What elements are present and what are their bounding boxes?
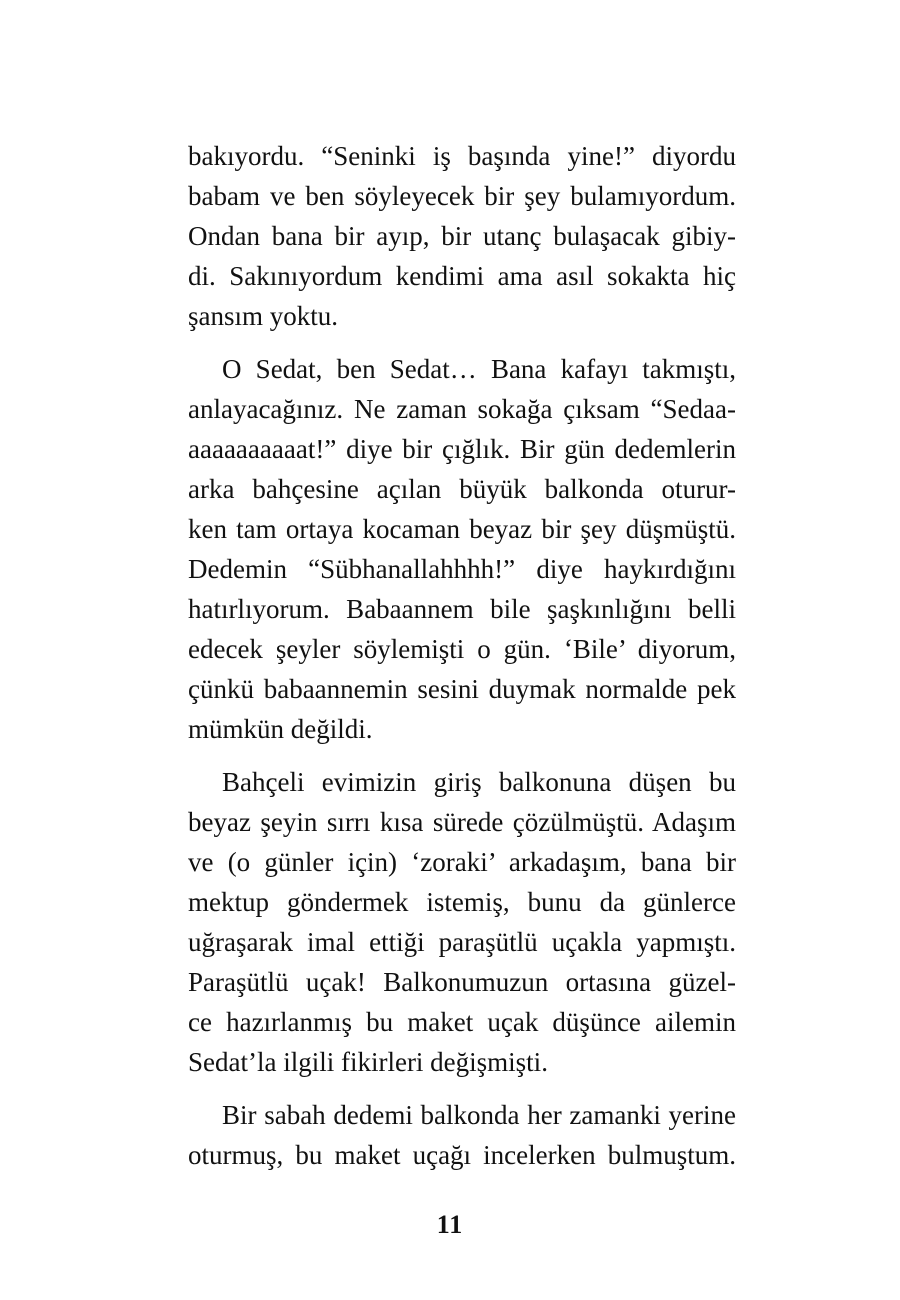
text-line: şansım yoktu. <box>188 301 339 331</box>
page-number: 11 <box>436 1210 464 1239</box>
paragraph-1 <box>188 136 736 336</box>
text-line: ve (o günler için) ‘zoraki’ arkadaşım, bana bir <box>188 847 736 877</box>
text-line: anlayacağınız. Ne zaman sokağa çıksam “Sedaa- <box>188 394 736 424</box>
body-text <box>188 136 736 1175</box>
paragraph-3 <box>188 762 736 1082</box>
text-line: Dedemin “Sübhanallahhhh!” diye haykırdığını <box>188 554 736 584</box>
text-line: hatırlıyorum. Babaannem bile şaşkınlığını belli <box>188 594 736 624</box>
text-line: ken tam ortaya kocaman beyaz bir şey düşmüştü. <box>188 514 736 544</box>
text-line: Ondan bana bir ayıp, bir utanç bulaşacak gibiy- <box>188 221 736 251</box>
text-line: ce hazırlanmış bu maket uçak düşünce ailemin <box>188 1007 736 1037</box>
paragraph-2 <box>188 349 736 749</box>
text-line: Bir sabah dedemi balkonda her zamanki yerine <box>222 1100 736 1130</box>
text-line: beyaz şeyin sırrı kısa sürede çözülmüştü. Adaşım <box>188 807 736 837</box>
text-line: Bahçeli evimizin giriş balkonuna düşen bu <box>222 767 736 797</box>
text-line: aaaaaaaaaat!” diye bir çığlık. Bir gün dedemlerin <box>188 434 736 464</box>
text-line: di. Sakınıyordum kendimi ama asıl sokakta hiç <box>188 261 736 291</box>
text-line: arka bahçesine açılan büyük balkonda oturur- <box>188 474 736 504</box>
text-line: çünkü babaannemin sesini duymak normalde pek <box>188 674 736 704</box>
text-line: oturmuş, bu maket uçağı incelerken bulmuştum. <box>188 1140 736 1170</box>
text-line: Sedat’la ilgili fikirleri değişmişti. <box>188 1047 548 1077</box>
text-line: babam ve ben söyleyecek bir şey bulamıyordum. <box>188 181 736 211</box>
text-line: mümkün değildi. <box>188 714 373 744</box>
paragraph-4 <box>188 1095 736 1175</box>
text-line: uğraşarak imal ettiği paraşütlü uçakla yapmıştı. <box>188 927 736 957</box>
text-line: bakıyordu. “Seninki iş başında yine!” diyordu <box>188 141 736 171</box>
text-line: mektup göndermek istemiş, bunu da günlerce <box>188 887 736 917</box>
text-line: O Sedat, ben Sedat… Bana kafayı takmıştı, <box>222 354 736 384</box>
text-line: edecek şeyler söylemişti o gün. ‘Bile’ diyorum, <box>188 634 736 664</box>
text-line: Paraşütlü uçak! Balkonumuzun ortasına güzel- <box>188 967 736 997</box>
